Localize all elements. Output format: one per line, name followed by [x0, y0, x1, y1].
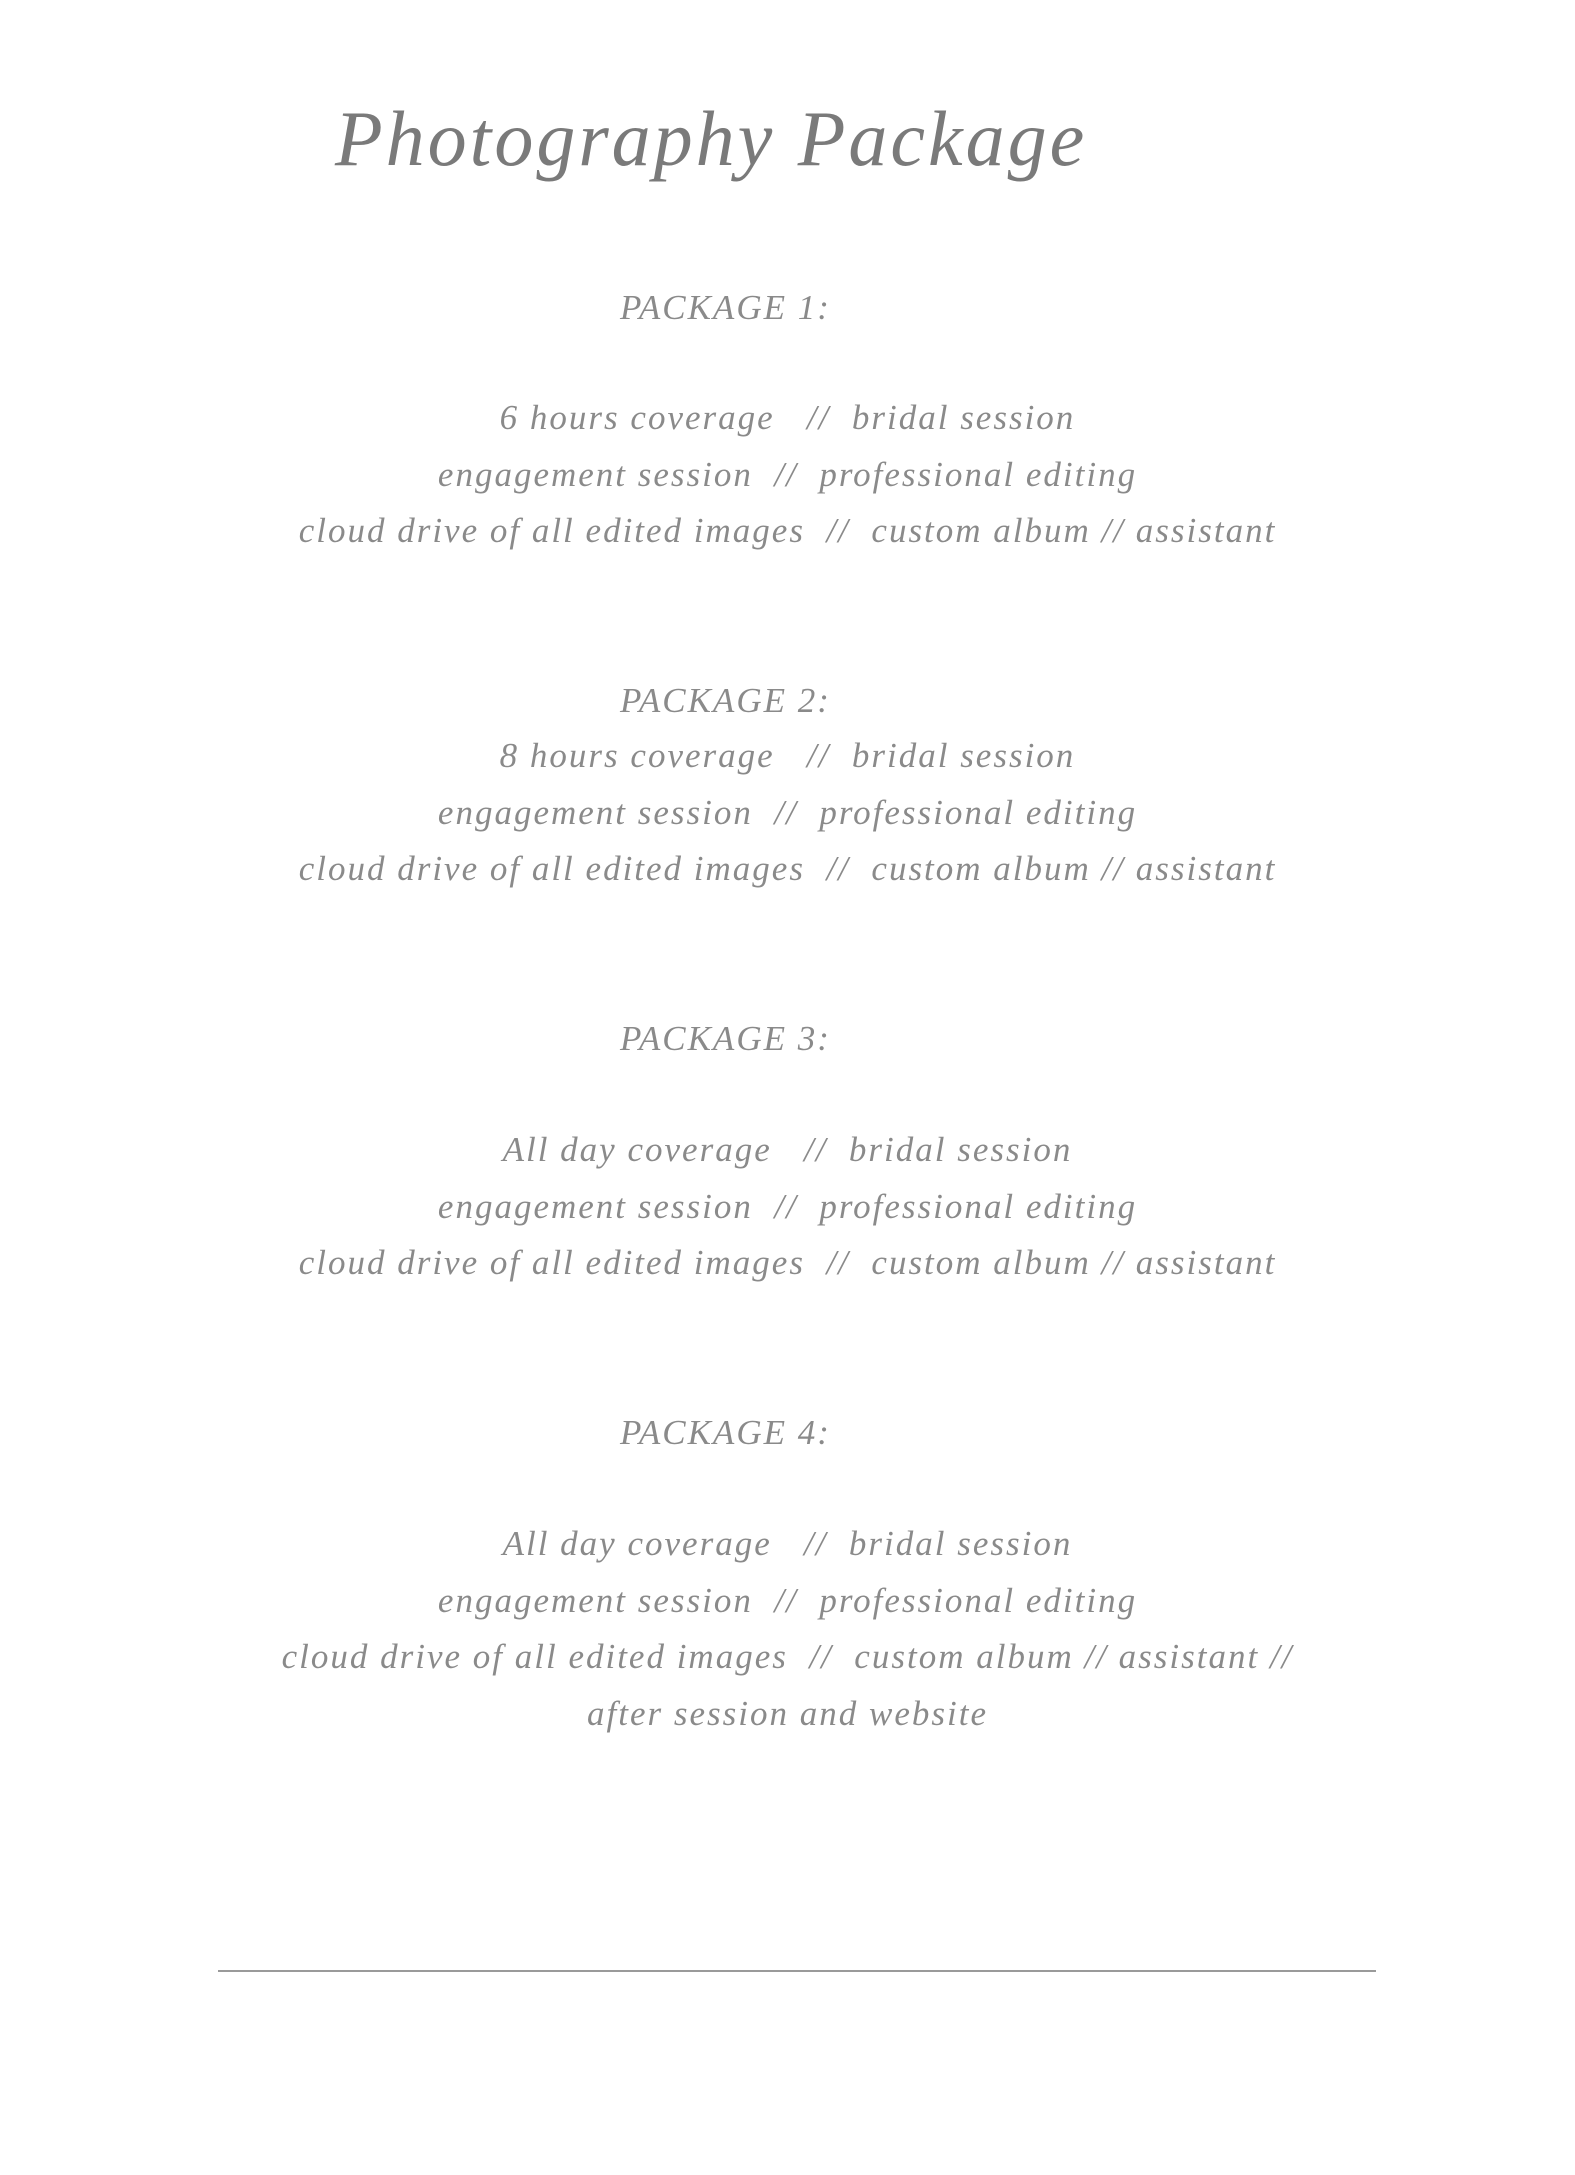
package-2-line: cloud drive of all edited images // custom album // assistant: [298, 849, 1277, 888]
package-1-line: engagement session // professional editing: [437, 454, 1138, 494]
package-3-details: [0, 1122, 1575, 1292]
package-1-line: cloud drive of all edited images // custom album // assistant: [298, 511, 1277, 550]
package-3-heading: PACKAGE 3:: [620, 1019, 831, 1058]
package-4-line: engagement session // professional editing: [437, 1580, 1138, 1620]
package-3-line: All day coverage // bridal session: [502, 1130, 1073, 1169]
package-2-line: 8 hours coverage // bridal session: [499, 736, 1076, 775]
package-1-details: [0, 390, 1575, 560]
package-2-details: [0, 728, 1575, 898]
package-3-line: engagement session // professional editing: [437, 1186, 1138, 1226]
footer-divider: [218, 1970, 1376, 1972]
package-4-line: All day coverage // bridal session: [502, 1524, 1073, 1563]
package-4-line: after session and website: [587, 1693, 988, 1733]
page-title: Photography Package: [335, 95, 1088, 182]
package-3-line: cloud drive of all edited images // custom album // assistant: [298, 1243, 1277, 1282]
package-4-line: cloud drive of all edited images // custom album // assistant //: [281, 1637, 1294, 1676]
package-4-heading: PACKAGE 4:: [620, 1413, 831, 1452]
package-1-line: 6 hours coverage // bridal session: [499, 398, 1076, 437]
package-1-heading: PACKAGE 1:: [620, 288, 831, 327]
package-4-details: [0, 1516, 1575, 1742]
package-2-heading: PACKAGE 2:: [620, 681, 831, 720]
package-2-line: engagement session // professional editing: [437, 792, 1138, 832]
